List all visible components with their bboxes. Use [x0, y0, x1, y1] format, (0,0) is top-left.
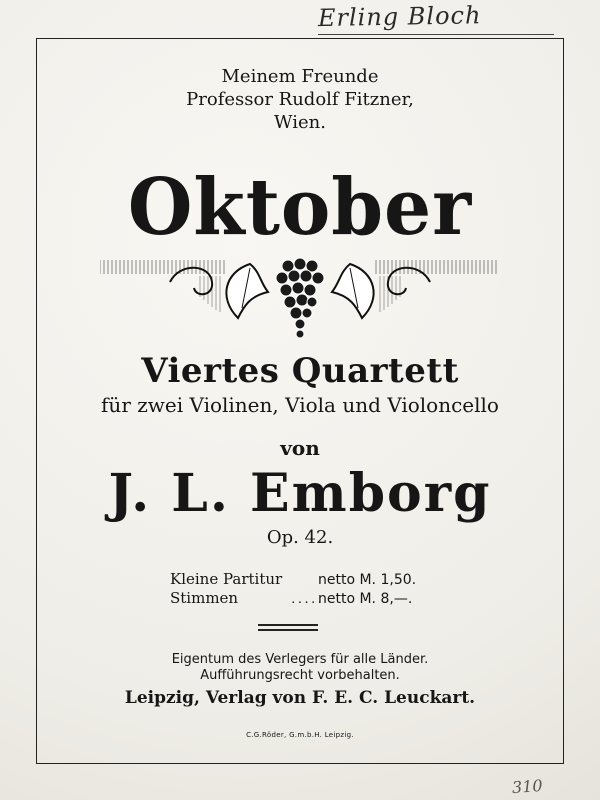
- composer-name: J. L. Emborg: [108, 463, 492, 524]
- opus-number: Op. 42.: [266, 527, 334, 548]
- price-label: Stimmen: [170, 589, 239, 607]
- publisher-imprint: Leipzig, Verlag von F. E. C. Leuckart.: [124, 688, 476, 708]
- work-title: Oktober: [127, 162, 473, 253]
- price-list: [170, 570, 470, 609]
- dedication-line-1: Meinem Freunde: [221, 66, 379, 87]
- price-row-score: [170, 570, 470, 589]
- price-dots: .....: [290, 593, 324, 606]
- owner-signature: Erling Bloch: [317, 1, 482, 33]
- divider-rule: [258, 624, 318, 626]
- divider-rule: [258, 629, 318, 631]
- dedication-line-3: Wien.: [274, 112, 326, 133]
- grape-vine-ornament-icon: [100, 252, 500, 352]
- price-row-parts: [170, 589, 470, 609]
- by-label: von: [280, 436, 320, 460]
- quartet-subtitle: Viertes Quartett: [141, 351, 459, 391]
- rights-line-1: Eigentum des Verlegers für alle Länder.: [171, 652, 429, 667]
- rights-line-2: Aufführungsrecht vorbehalten.: [200, 668, 400, 683]
- price-value: netto M. 1,50.: [318, 572, 417, 588]
- price-label: Kleine Partitur: [170, 570, 283, 588]
- instrumentation: für zwei Violinen, Viola und Violoncello: [101, 393, 499, 417]
- price-value: netto M. 8,—.: [318, 591, 413, 607]
- printer-credit: C.G.Röder, G.m.b.H. Leipzig.: [246, 731, 354, 739]
- dedication-line-2: Professor Rudolf Fitzner,: [186, 89, 414, 110]
- signature-underline: [318, 34, 554, 35]
- catalog-number: 310: [511, 775, 544, 798]
